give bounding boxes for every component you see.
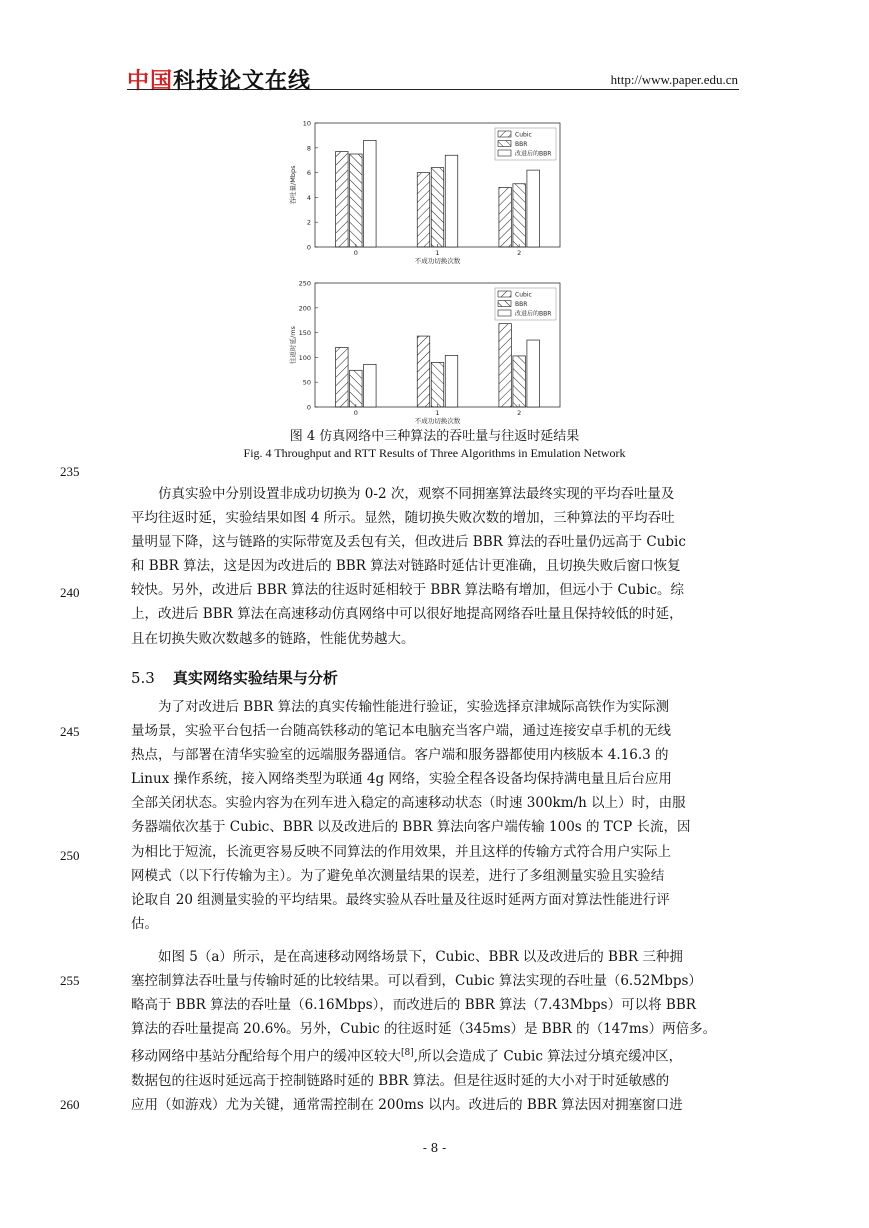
bar-1 (350, 370, 363, 407)
y-tick-label: 150 (298, 329, 311, 338)
text-line: 务器端依次基于 Cubic、BBR 以及改进后的 BBR 算法向客户端传输 100s 的 TCP 长流，因 (131, 819, 691, 836)
paragraph-real-network-results (131, 945, 739, 1117)
bar-2 (364, 364, 377, 407)
bar-0 (499, 324, 512, 407)
bar-0 (336, 152, 349, 247)
legend-swatch-0 (498, 291, 511, 297)
section-number: 5.3 (131, 669, 155, 687)
text-line: Linux 操作系统，接入网络类型为联通 4g 网络，实验全程各设备均保持满电量且后台应用 (131, 771, 672, 788)
section-title: 真实网络实验结果与分析 (172, 669, 338, 687)
bar-1 (513, 184, 526, 247)
bar-1 (513, 356, 526, 407)
bar-2 (527, 170, 540, 247)
citation-ref[interactable]: [8] (401, 1048, 414, 1059)
text-line: 热点，与部署在清华实验室的远端服务器通信。客户端和服务器都使用内核版本 4.16.3 的 (131, 747, 669, 764)
legend-swatch-1 (498, 301, 511, 307)
text-line: 仿真实验中分别设置非成功切换为 0-2 次，观察不同拥塞算法最终实现的平均吞吐量及 (158, 486, 675, 502)
legend-label: Cubic (515, 291, 532, 299)
bar-1 (431, 168, 444, 247)
page-number: - 8 - (422, 1141, 447, 1155)
legend-swatch-2 (498, 150, 511, 156)
x-tick-label: 1 (435, 409, 440, 417)
bar-2 (445, 155, 458, 247)
y-tick-label: 250 (298, 279, 311, 288)
text-line: 平均往返时延，实验结果如图 4 所示。显然，随切换失败次数的增加，三种算法的平均吞吐 (131, 510, 675, 527)
line-number: 260 (60, 1097, 80, 1112)
legend-label: Cubic (515, 131, 532, 139)
text-line: 和 BBR 算法，这是因为改进后的 BBR 算法对链路时延估计更准确，且切换失败后窗口恢复 (131, 558, 681, 575)
header-url[interactable]: http://www.paper.edu.cn (610, 72, 738, 87)
text-fragment: 移动网络中基站分配给每个用户的缓冲区较大 (131, 1048, 401, 1065)
text-line: 量场景，实验平台包括一台随高铁移动的笔记本电脑充当客户端，通过连接安卓手机的无线 (131, 723, 671, 740)
x-tick-label: 0 (353, 409, 358, 417)
text-line: 应用（如游戏）尤为关键，通常需控制在 200ms 以内。改进后的 BBR 算法因对拥塞窗口进 (131, 1097, 683, 1114)
x-axis-label: 不成功切换次数 (414, 417, 461, 425)
legend-label: 改进后的BBR (515, 310, 552, 318)
y-tick-label: 4 (306, 193, 311, 202)
y-tick-label: 6 (306, 169, 311, 178)
y-tick-label: 10 (302, 119, 311, 128)
x-tick-label: 0 (353, 249, 358, 257)
text-line: 全部关闭状态。实验内容为在列车进入稳定的高速移动状态（时速 300km/h 以上）时，由服 (131, 795, 686, 812)
text-line: 为相比于短流，长流更容易反映不同算法的作用效果，并且这样的传输方式符合用户实际上 (131, 843, 671, 860)
text-fragment: ,所以会造成了 Cubic 算法过分填充缓冲区， (413, 1048, 683, 1065)
text-line: 如图 5（a）所示，是在高速移动网络场景下，Cubic、BBR 以及改进后的 BBR 三种拥 (158, 949, 683, 965)
y-tick-label: 2 (306, 218, 311, 227)
legend-label: BBR (515, 301, 528, 308)
x-tick-label: 2 (517, 249, 522, 257)
y-tick-label: 8 (306, 144, 311, 153)
figure-caption-en: Fig. 4 Throughput and RTT Results of Three Algorithms in Emulation Network (243, 446, 626, 460)
paragraph-simulation-results (131, 482, 739, 651)
section-heading (131, 667, 338, 688)
bar-0 (417, 336, 430, 407)
bar-1 (350, 154, 363, 247)
text-line: 且在切换失败次数越多的链路，性能优势越大。 (131, 630, 415, 647)
line-number: 235 (60, 464, 80, 479)
x-tick-label: 1 (435, 249, 440, 257)
text-line: 论取自 20 组测量实验的平均结果。最终实验从吞吐量及往返时延两方面对算法性能进行评 (131, 891, 670, 908)
bar-2 (527, 340, 540, 407)
line-number: 255 (60, 973, 80, 988)
paragraph-real-network-setup (131, 695, 739, 936)
text-line: 上，改进后 BBR 算法在高速移动仿真网络中可以很好地提高网络吞吐量且保持较低的时延， (131, 606, 683, 623)
legend-swatch-0 (498, 131, 511, 137)
text-line: 算法的吞吐量提高 20.6%。另外，Cubic 的往返时延（345ms）是 BBR 的（147ms）两倍多。 (131, 1021, 717, 1038)
text-line: 量明显下降，这与链路的实际带宽及丢包有关，但改进后 BBR 算法的吞吐量仍远高于 Cubic (131, 534, 686, 551)
y-axis-label: 往返时延/ms (289, 326, 297, 364)
text-line: 为了对改进后 BBR 算法的真实传输性能进行验证，实验选择京津城际高铁作为实际测 (158, 699, 670, 715)
bar-2 (445, 355, 458, 407)
bar-0 (417, 173, 430, 247)
line-number: 245 (60, 724, 80, 739)
logo-black-text: 科技论文在线 (173, 69, 312, 94)
y-tick-label: 0 (306, 243, 311, 252)
logo-red-text: 中国 (127, 69, 174, 94)
y-tick-label: 0 (306, 403, 311, 412)
bar-0 (336, 347, 349, 407)
legend-label: BBR (515, 141, 528, 148)
text-line: 较快。另外，改进后 BBR 算法的往返时延相较于 BBR 算法略有增加，但远小于 Cubic。综 (131, 582, 685, 599)
text-line: 估。 (131, 915, 158, 932)
bar-2 (364, 140, 377, 247)
line-number: 250 (60, 848, 80, 863)
y-tick-label: 200 (298, 304, 311, 313)
text-line: 数据包的往返时延远高于控制链路时延的 BBR 算法。但是往返时延的大小对于时延敏感的 (131, 1072, 670, 1089)
bar-1 (431, 362, 444, 407)
y-tick-label: 100 (298, 353, 311, 362)
legend-label: 改进后的BBR (515, 150, 552, 158)
x-axis-label: 不成功切换次数 (414, 257, 461, 265)
line-number: 240 (60, 585, 80, 600)
bar-0 (499, 187, 512, 247)
y-tick-label: 50 (302, 378, 311, 387)
figure-caption-cn: 图 4 仿真网络中三种算法的吞吐量与往返时延结果 (289, 429, 580, 444)
text-line: 网模式（以下行传输为主）。为了避免单次测量结果的误差，进行了多组测量实验且实验结 (131, 867, 665, 884)
legend-swatch-1 (498, 141, 511, 147)
text-line: 塞控制算法吞吐量与传输时延的比较结果。可以看到，Cubic 算法实现的吞吐量（6.52Mbps） (131, 973, 702, 990)
text-line: 略高于 BBR 算法的吞吐量（6.16Mbps），而改进后的 BBR 算法（7.43Mbps）可以将 BBR (131, 997, 696, 1014)
figure-4-charts (0, 0, 869, 430)
text-line (131, 1041, 739, 1069)
x-tick-label: 2 (517, 409, 522, 417)
y-axis-label: 吞吐量/Mbps (289, 165, 297, 205)
legend-swatch-2 (498, 310, 511, 316)
